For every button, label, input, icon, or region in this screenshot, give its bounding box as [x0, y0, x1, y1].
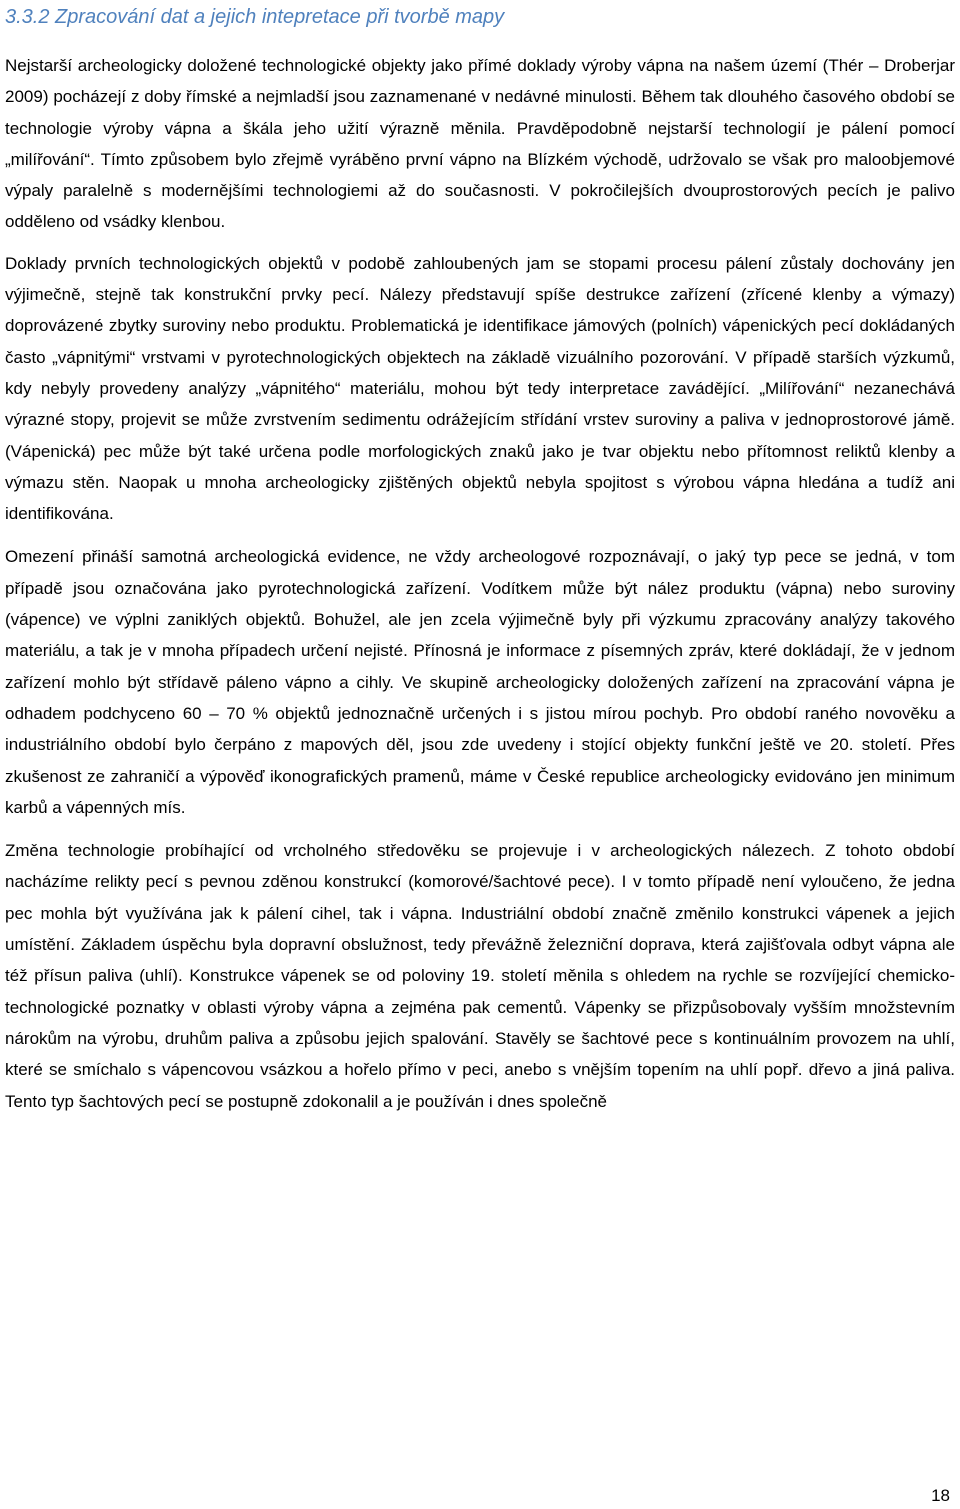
document-page [5, 0, 955, 1117]
section-heading: 3.3.2 Zpracování dat a jejich intepretace při tvorbě mapy [5, 6, 505, 28]
paragraph-lime-production-history: Nejstarší archeologicky doložené technologické objekty jako přímé doklady výroby vápna na našem území (Thér – Droberjar 2009) pocházejí z doby římské a nejmladší jsou zaznamenané v nedávné minulosti. Během tak dlouhého časového období se technologie výroby vápna a škála jeho užití výrazně měnila. Pravděpodobně nejstarší technologií je pálení pomocí „milířování“. Tímto způsobem bylo zřejmě vyráběno první vápno na Blízkém východě, udržovalo se však pro maloobjemové výpaly paralelně s modernějšími technologiemi až do současnosti. V pokročilejších dvouprostorových pecích je palivo odděleno od vsádky klenbou. [5, 56, 955, 232]
paragraph-evidence-limitations: Omezení přináší samotná archeologická evidence, ne vždy archeologové rozpoznávají, o jaký typ pece se jedná, v tom případě jsou označována jako pyrotechnologická zařízení. Vodítkem může být nález produktu (vápna) nebo suroviny (vápence) ve výplni zaniklých objektů. Bohužel, ale jen zcela výjimečně byly při výzkumu zpracovány analýzy takového materiálu, a tak je v mnoha případech určení nejisté. Přínosná je informace z písemných zpráv, které dokládají, že v jednom zařízení mohlo být střídavě páleno vápno a cihly. Ve skupině archeologicky doložených zařízení na zpracování vápna je odhadem podchyceno 60 – 70 % objektů jednoznačně určených i s jistou mírou pochyb. Pro období raného novověku a industriálního období bylo čerpáno z mapových děl, jsou zde uvedeny i stojící objekty funkční ještě ve 20. století. Přes zkušenost ze zahraničí a výpověď ikonografických pramenů, máme v České republice archeologicky evidováno jen minimum karbů a vápenných mís. [5, 547, 955, 817]
paragraph-technology-change: Změna technologie probíhající od vrcholného středověku se projevuje i v archeologických nálezech. Z tohoto období nacházíme relikty pecí s pevnou zděnou konstrukcí (komorové/šachtové pece). I v tomto případě není vyloučeno, že jedna pec mohla být využívána jak k pálení cihel, tak i vápna. Industriální období značně změnilo konstrukci vápenek a jejich umístění. Základem úspěchu byla dopravní obslužnost, tedy převážně železniční doprava, která zajišťovala odbyt vápna ale též přísun paliva (uhlí). Konstrukce vápenek se od poloviny 19. století měnila s ohledem na rychle se rozvíjející chemicko-technologické poznatky v oblasti výroby vápna a zejména pak cementů. Vápenky se přizpůsobovaly vyšším množstevním nárokům na výrobu, druhům paliva a způsobu jejich spalování. Stavěly se šachtové pece s kontinuálním provozem na uhlí, které se smíchalo s vápencovou vsázkou a hořelo přímo v peci, anebo s vnějším topením na uhlí popř. dřevo a jiná paliva. Tento typ šachtových pecí se postupně zdokonalil a je používán i dnes společně [5, 841, 955, 1111]
paragraph-archaeological-evidence: Doklady prvních technologických objektů v podobě zahloubených jam se stopami procesu pálení zůstaly dochovány jen výjimečně, stejně tak konstrukční prvky pecí. Nálezy představují spíše destrukce zařízení (zřícené klenby a výmazy) doprovázené zbytky suroviny nebo produktu. Problematická je identifikace jámových (polních) vápenických pecí dokládaných často „vápnitými“ vrstvami v pyrotechnologických objektech na základě vizuálního pozorování. V případě starších výzkumů, kdy nebyly provedeny analýzy „vápnitého“ materiálu, mohou být tedy interpretace zavádějící. „Milířování“ nezanechává výrazné stopy, projevit se může zvrstvením sedimentu odrážejícím střídání vrstev suroviny a paliva v jednoprostorové jámě. (Vápenická) pec může být také určena podle morfologických znaků jako je tvar objektu nebo přítomnost reliktů klenby a výmazu stěn. Naopak u mnoha archeologicky zjištěných objektů nebyla spojitost s výrobou vápna hledána a tudíž ani identifikována. [5, 253, 955, 524]
page-number: 18 [931, 1486, 950, 1505]
